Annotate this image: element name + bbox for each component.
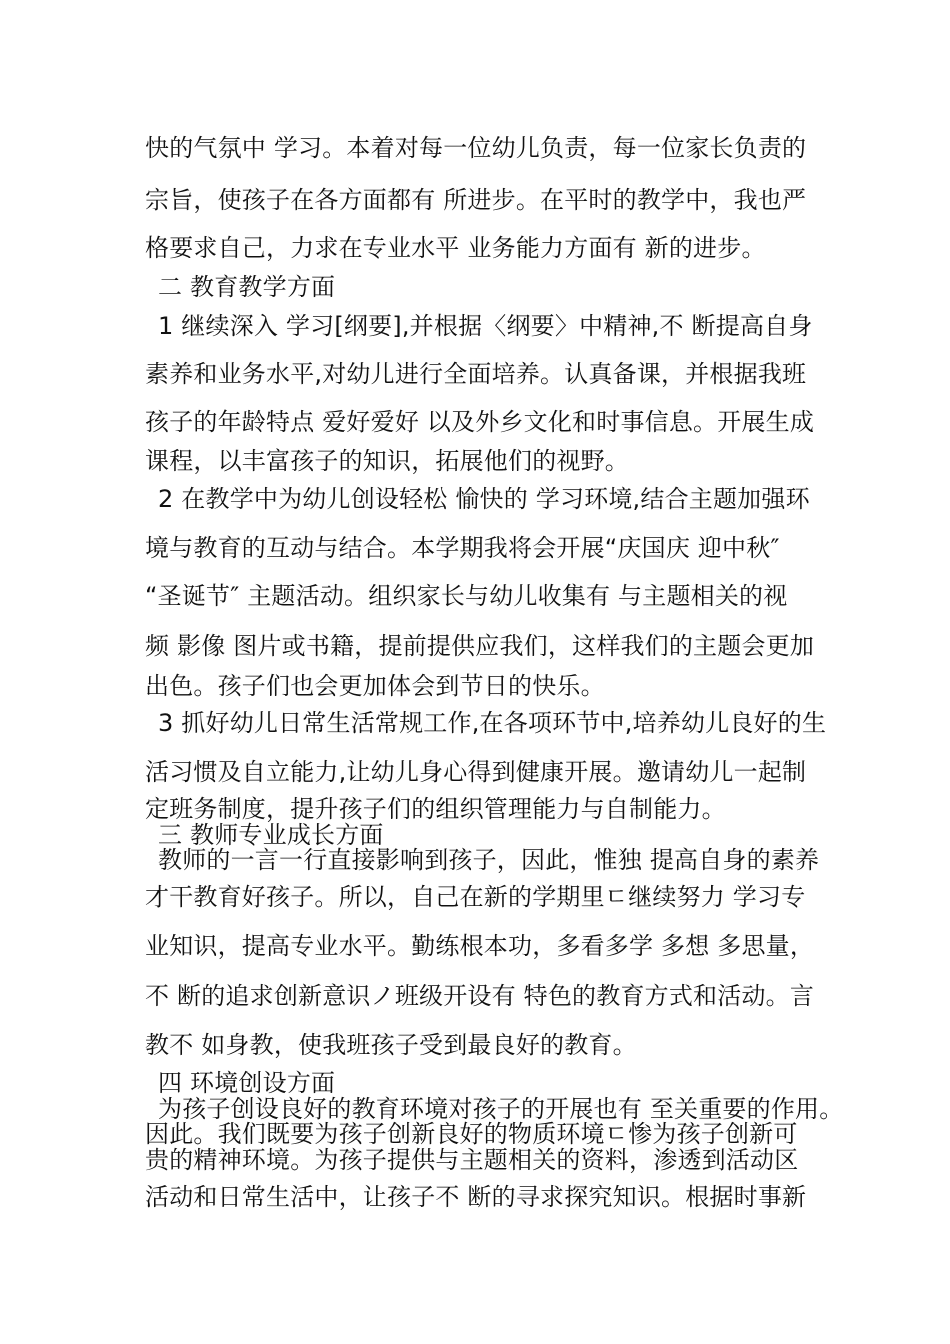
text-line: 业知识，提高专业水平。勤练根本功，多看多学 多想 多思量， — [145, 932, 815, 960]
text-line: 不 断的追求创新意识ノ班级开设有 特色的教育方式和活动。言 — [145, 982, 815, 1010]
text-line: 孩子的年龄特点 爱好爱好 以及外乡文化和时事信息。开展生成 — [145, 408, 815, 436]
text-line: 快的气氛中 学习。本着对每一位幼儿负责，每一位家长负责的 — [145, 134, 807, 162]
text-line: 因此。我们既要为孩子创新良好的物质环境ㄷ惨为孩子创新可 — [145, 1120, 798, 1148]
text-line: 教师的一言一行直接影响到孩子，因此，惟独 提高自身的素养 — [158, 846, 820, 874]
text-line: 频 影像 图片或书籍，提前提供应我们，这样我们的主题会更加 — [145, 632, 815, 660]
text-line: “圣诞节″ 主题活动。组织家长与幼儿收集有 与主题相关的视 — [145, 582, 788, 610]
text-line: 出色。孩子们也会更加体会到节日的快乐。 — [145, 672, 605, 700]
text-line: 定班务制度，提升孩子们的组织管理能力与自制能力。 — [145, 795, 726, 823]
text-line: 素养和业务水平,对幼儿进行全面培养。认真备课，并根据我班 — [145, 360, 807, 388]
text-line: 活动和日常生活中，让孩子不 断的寻求探究知识。根据时事新 — [145, 1183, 807, 1211]
text-line: 境与教育的互动与结合。本学期我将会开展“庆国庆 迎中秋″ — [145, 534, 780, 562]
text-line: 活习惯及自立能力,让幼儿身心得到健康开展。邀请幼儿一起制 — [145, 758, 807, 786]
text-line: 课程，以丰富孩子的知识，拓展他们的视野。 — [145, 447, 629, 475]
text-line: 1 继续深入 学习[纲要],并根据〈纲要〉中精神,不 断提高自身 — [158, 312, 813, 340]
text-line: 为孩子创设良好的教育环境对孩子的开展也有 至关重要的作用。 — [158, 1095, 844, 1123]
text-line: 才干教育好孩子。所以，自己在新的学期里ㄷ继续努力 学习专 — [145, 883, 806, 911]
text-line: 教不 如身教，使我班孩子受到最良好的教育。 — [145, 1031, 637, 1059]
section-heading: 四 环境创设方面 — [158, 1069, 336, 1097]
text-line: 格要求自己，力求在专业水平 业务能力方面有 新的进步。 — [145, 234, 766, 262]
text-line: 3 抓好幼儿日常生活常规工作,在各项环节中,培养幼儿良好的生 — [158, 709, 827, 737]
text-line: 贵的精神环境。为孩子提供与主题相关的资料，渗透到活动区 — [145, 1146, 799, 1174]
text-line: 宗旨，使孩子在各方面都有 所进步。在平时的教学中，我也严 — [145, 186, 807, 214]
text-line: 2 在教学中为幼儿创设轻松 愉快的 学习环境,结合主题加强环 — [158, 485, 810, 513]
section-heading: 二 教育教学方面 — [158, 273, 336, 301]
section-heading: 三 教师专业成长方面 — [158, 821, 384, 849]
